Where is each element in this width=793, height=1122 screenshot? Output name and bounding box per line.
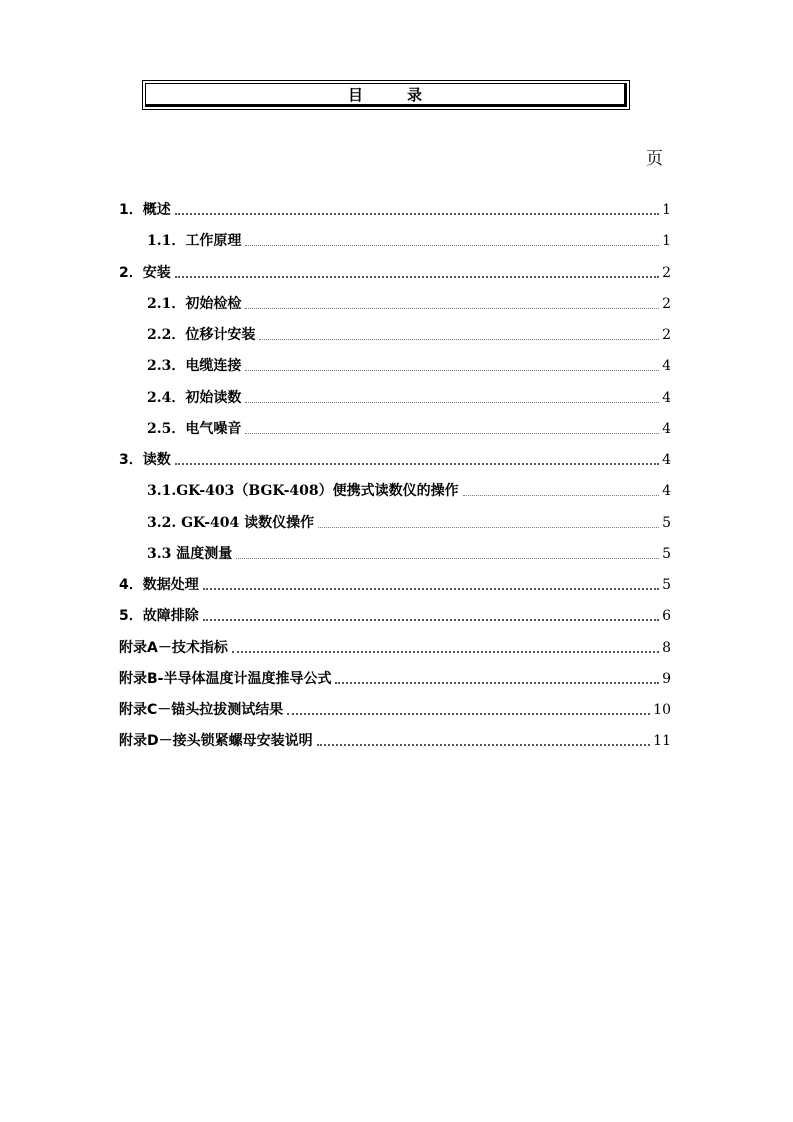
toc-entry-page: 4 bbox=[662, 358, 671, 375]
toc-entry-label: 3.2. GK-404 读数仪操作 bbox=[147, 514, 315, 531]
toc-entry-page: 2 bbox=[662, 327, 671, 343]
toc-entry[interactable] bbox=[119, 728, 671, 750]
toc-entry[interactable] bbox=[119, 260, 671, 282]
toc-entry-page: 11 bbox=[653, 733, 671, 750]
toc-entry-page: 4 bbox=[662, 452, 671, 468]
toc-entry[interactable] bbox=[119, 635, 671, 657]
toc-entry-page: 8 bbox=[662, 639, 671, 656]
toc-entry-page: 9 bbox=[662, 670, 671, 687]
toc-entry-label: 3．读数 bbox=[119, 452, 171, 468]
toc-title bbox=[145, 83, 627, 107]
toc-leader-dots bbox=[287, 713, 650, 715]
toc-entry-page: 4 bbox=[662, 483, 671, 500]
toc-entry-label: 2.2．位移计安装 bbox=[147, 327, 256, 343]
toc-leader-dots bbox=[245, 433, 659, 434]
toc-entry-label: 1.1．工作原理 bbox=[147, 233, 242, 250]
toc-entry-label: 2．安装 bbox=[119, 264, 171, 281]
toc-entry-page: 1 bbox=[662, 202, 671, 218]
toc-entry-page: 6 bbox=[662, 608, 671, 625]
toc-entry[interactable] bbox=[147, 322, 671, 344]
toc-entry-page: 5 bbox=[662, 514, 671, 531]
toc-entry-label: 5．故障排除 bbox=[119, 608, 199, 625]
toc-entry-label: 3.3 温度测量 bbox=[147, 545, 233, 562]
toc-title-box bbox=[142, 80, 630, 110]
toc-entry-label: 2.4．初始读数 bbox=[147, 389, 242, 406]
toc-entry-label: 附录A－技术指标 bbox=[119, 639, 228, 656]
toc-entry[interactable] bbox=[119, 697, 671, 719]
toc-entry-page: 2 bbox=[662, 295, 671, 312]
toc-leader-dots bbox=[245, 245, 659, 246]
toc-leader-dots bbox=[463, 495, 659, 496]
toc-leader-dots bbox=[259, 339, 659, 340]
toc-title-right: 录 bbox=[407, 85, 423, 104]
toc-entry[interactable] bbox=[147, 478, 671, 500]
toc-leader-dots bbox=[335, 682, 659, 684]
toc-entry[interactable] bbox=[147, 291, 671, 313]
toc-entry-label: 3.1.GK-403（BGK-408）便携式读数仪的操作 bbox=[147, 483, 459, 500]
toc-entry-label: 附录D－接头锁紧螺母安装说明 bbox=[119, 733, 313, 750]
toc-leader-dots bbox=[245, 402, 659, 403]
toc-entry-page: 4 bbox=[662, 420, 671, 437]
toc-entry[interactable] bbox=[119, 572, 671, 594]
toc-entry-label: 2.3．电缆连接 bbox=[147, 358, 242, 375]
toc-entry[interactable] bbox=[119, 666, 671, 688]
toc-entry-label: 2.1．初始检检 bbox=[147, 295, 242, 312]
toc-entry-label: 1．概述 bbox=[119, 202, 171, 218]
page-column-label: 页 bbox=[646, 149, 663, 169]
toc-leader-dots bbox=[318, 527, 659, 528]
toc-entry[interactable] bbox=[147, 228, 671, 250]
toc-leader-dots bbox=[232, 651, 659, 653]
toc-entry-label: 附录C－锚头拉拔测试结果 bbox=[119, 702, 284, 718]
toc-entry-page: 5 bbox=[662, 577, 671, 593]
toc-entry-label: 附录B-半导体温度计温度推导公式 bbox=[119, 670, 332, 687]
toc-entry[interactable] bbox=[147, 416, 671, 438]
toc-leader-dots bbox=[175, 463, 659, 465]
toc-leader-dots bbox=[203, 588, 659, 590]
toc-entry-label: 4．数据处理 bbox=[119, 577, 199, 593]
toc-entry-page: 5 bbox=[662, 545, 671, 562]
toc-entry[interactable] bbox=[119, 603, 671, 625]
toc-title-left: 目 bbox=[347, 85, 363, 104]
toc-entry[interactable] bbox=[119, 447, 671, 469]
toc-entry[interactable] bbox=[147, 353, 671, 375]
toc-leader-dots bbox=[203, 619, 659, 621]
toc-leader-dots bbox=[245, 370, 659, 371]
toc-leader-dots bbox=[175, 213, 659, 215]
toc-leader-dots bbox=[317, 744, 651, 746]
toc-entry-page: 1 bbox=[662, 233, 671, 250]
toc-entry[interactable] bbox=[147, 510, 671, 532]
toc-leader-dots bbox=[236, 558, 659, 559]
toc-leader-dots bbox=[245, 308, 659, 309]
toc-entry-page: 4 bbox=[662, 389, 671, 406]
toc-entry[interactable] bbox=[119, 197, 671, 219]
toc-entry-page: 2 bbox=[662, 264, 671, 281]
toc-entry[interactable] bbox=[147, 541, 671, 563]
toc-entry[interactable] bbox=[147, 385, 671, 407]
toc-leader-dots bbox=[175, 276, 659, 278]
toc-entry-label: 2.5．电气噪音 bbox=[147, 420, 242, 437]
toc-entry-page: 10 bbox=[653, 702, 671, 718]
